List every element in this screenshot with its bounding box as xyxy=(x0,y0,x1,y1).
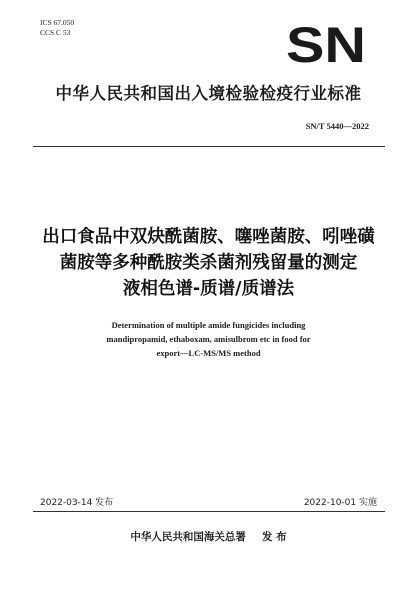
document-title-en xyxy=(0,318,417,360)
title-en-line: Determination of multiple amide fungicides including xyxy=(111,320,306,330)
standard-code: SN/T 5440—2022 xyxy=(305,121,369,131)
standard-title: 中华人民共和国出入境检验检疫行业标准 xyxy=(55,84,362,103)
sn-logo xyxy=(285,22,367,66)
ccs-code: CCS C 53 xyxy=(40,27,71,37)
issuer-name: 中华人民共和国海关总署 xyxy=(130,531,246,543)
top-divider xyxy=(33,146,385,147)
issuer xyxy=(0,529,417,544)
title-zh-line: 液相色谱-质谱/质谱法 xyxy=(122,279,295,299)
ics-code: ICS 67.050 xyxy=(40,18,75,27)
title-en-line: export—LC-MS/MS method xyxy=(156,348,261,358)
title-zh-line: 出口食品中双炔酰菌胺、噻唑菌胺、吲唑磺 xyxy=(42,227,375,247)
title-en-line: mandipropamid, ethaboxam, amisulbrom etc in food for xyxy=(106,334,311,344)
bottom-divider xyxy=(33,511,385,512)
publish-date: 2022-03-14 发布 xyxy=(40,498,114,508)
sn-logo-text: SN xyxy=(286,22,366,66)
classification-codes xyxy=(40,18,74,37)
title-zh-line: 菌胺等多种酰胺类杀菌剂残留量的测定 xyxy=(59,253,358,273)
issuer-action: 发 布 xyxy=(261,531,287,543)
document-title-zh xyxy=(0,224,417,302)
effective-date: 2022-10-01 实施 xyxy=(303,498,377,508)
